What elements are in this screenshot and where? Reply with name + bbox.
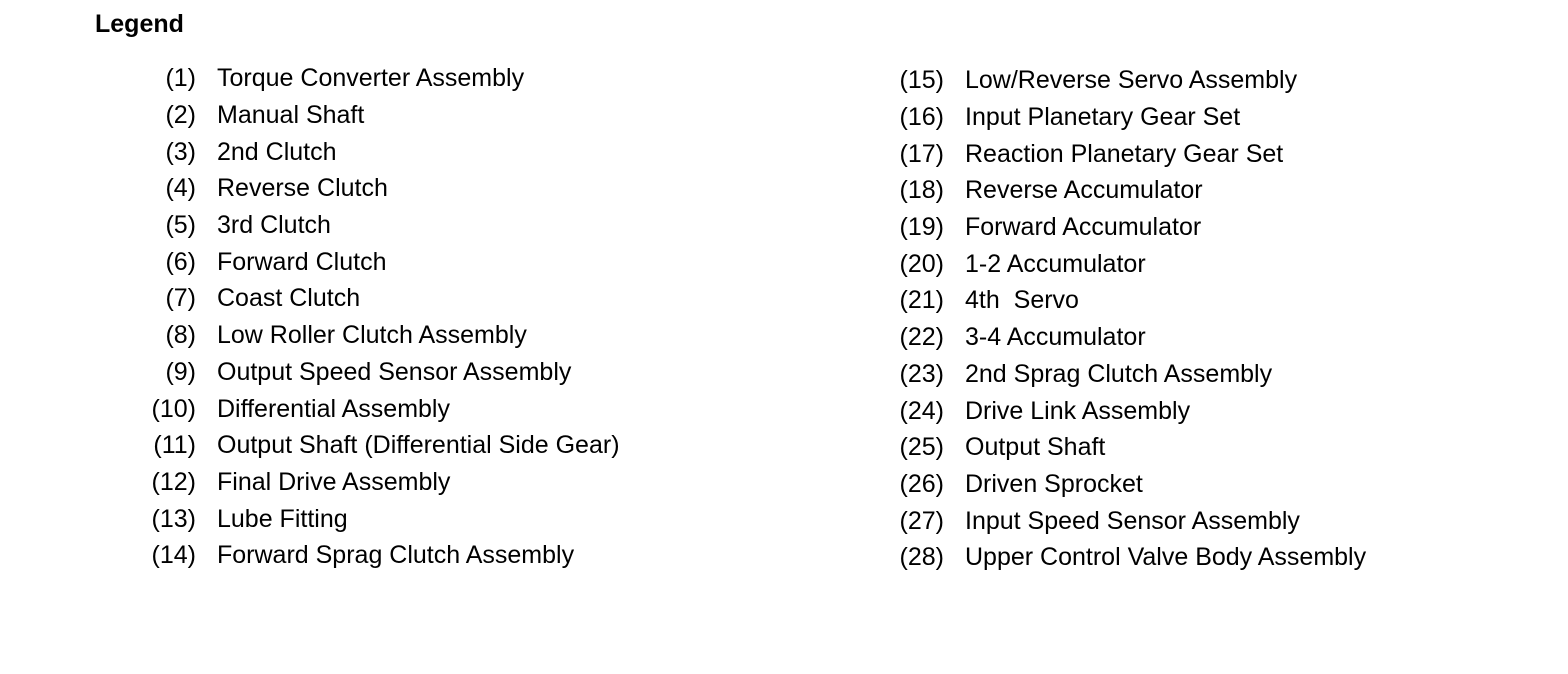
legend-item-label: Final Drive Assembly (217, 467, 451, 496)
legend-item-label: Torque Converter Assembly (217, 64, 525, 93)
legend-item-label: 2nd Clutch (217, 137, 337, 166)
legend-item-label: Manual Shaft (217, 101, 365, 130)
legend-item-label: Low Roller Clutch Assembly (217, 321, 527, 350)
legend-item-label: 1-2 Accumulator (965, 249, 1146, 278)
legend-item-number: (14) (151, 541, 196, 570)
legend-item-number: (5) (165, 211, 196, 240)
legend-item-number: (12) (151, 467, 196, 496)
legend-item (140, 133, 620, 170)
legend-title: Legend (95, 10, 184, 38)
legend-item (140, 317, 620, 354)
legend-item-label: 2nd Sprag Clutch Assembly (965, 359, 1273, 388)
legend-item-label: Reverse Clutch (217, 174, 388, 203)
legend-item-label: Input Planetary Gear Set (965, 103, 1241, 132)
legend-item-number: (13) (151, 504, 196, 533)
legend-item (888, 429, 1366, 466)
legend-item-label: Upper Control Valve Body Assembly (965, 543, 1367, 572)
legend-item-number: (22) (899, 323, 944, 352)
legend-item-number: (18) (899, 176, 944, 205)
legend-item (140, 170, 620, 207)
legend-item (140, 500, 620, 537)
legend-item-number: (25) (899, 433, 944, 462)
legend-item (888, 539, 1366, 576)
legend-item (140, 207, 620, 244)
legend-item-number: (1) (165, 64, 196, 93)
legend-item-number: (19) (899, 213, 944, 242)
legend-item-number: (10) (151, 394, 196, 423)
legend-item (140, 243, 620, 280)
legend-item (888, 356, 1366, 393)
legend-item (888, 172, 1366, 209)
legend-item (140, 60, 620, 97)
legend-item (888, 245, 1366, 282)
legend-item-label: Low/Reverse Servo Assembly (965, 66, 1298, 95)
legend-item (888, 62, 1366, 99)
legend-item-number: (8) (165, 321, 196, 350)
legend-item (888, 319, 1366, 356)
legend-item-number: (16) (899, 103, 944, 132)
legend-item-number: (28) (899, 543, 944, 572)
legend-item-number: (3) (165, 137, 196, 166)
legend-item-number: (23) (899, 359, 944, 388)
legend-item-label: Input Speed Sensor Assembly (965, 506, 1300, 535)
legend-item-number: (6) (165, 247, 196, 276)
legend-item-number: (20) (899, 249, 944, 278)
legend-item (888, 209, 1366, 246)
legend-item-label: Differential Assembly (217, 394, 450, 423)
legend-column-right (888, 62, 1366, 576)
legend-item-number: (2) (165, 101, 196, 130)
legend-item (140, 354, 620, 391)
legend-item-label: Lube Fitting (217, 504, 348, 533)
legend-item (888, 282, 1366, 319)
legend-item (888, 466, 1366, 503)
legend-item-label: Drive Link Assembly (965, 396, 1191, 425)
legend-item-label: Coast Clutch (217, 284, 361, 313)
legend-item-number: (7) (165, 284, 196, 313)
legend-item (140, 280, 620, 317)
legend-item-label: Forward Accumulator (965, 213, 1202, 242)
legend-item-label: Output Shaft (Differential Side Gear) (217, 431, 620, 460)
legend-column-left (140, 60, 620, 574)
legend-item-label: Reverse Accumulator (965, 176, 1203, 205)
legend-item-number: (21) (899, 286, 944, 315)
legend-item-number: (17) (899, 139, 944, 168)
legend-item (140, 390, 620, 427)
legend-item-label: Forward Sprag Clutch Assembly (217, 541, 575, 570)
legend-item-number: (27) (899, 506, 944, 535)
legend-item-label: 3rd Clutch (217, 211, 331, 240)
legend-item-number: (24) (899, 396, 944, 425)
legend-item-label: Output Shaft (965, 433, 1106, 462)
legend-item-number: (15) (899, 66, 944, 95)
legend-item-label: Output Speed Sensor Assembly (217, 357, 572, 386)
legend-item (140, 537, 620, 574)
legend-item (888, 99, 1366, 136)
legend-item-number: (4) (165, 174, 196, 203)
legend-item-label: 3-4 Accumulator (965, 323, 1146, 352)
legend-item-label: 4th Servo (965, 286, 1079, 315)
legend-item (888, 135, 1366, 172)
legend-item-number: (9) (165, 357, 196, 386)
legend-item-label: Reaction Planetary Gear Set (965, 139, 1284, 168)
legend-item (888, 502, 1366, 539)
legend-item-number: (26) (899, 469, 944, 498)
legend-item (140, 464, 620, 501)
legend-item (140, 427, 620, 464)
legend-item-number: (11) (153, 431, 196, 460)
legend-item (888, 392, 1366, 429)
legend-item-label: Forward Clutch (217, 247, 387, 276)
legend-item-label: Driven Sprocket (965, 469, 1143, 498)
legend-item (140, 97, 620, 134)
